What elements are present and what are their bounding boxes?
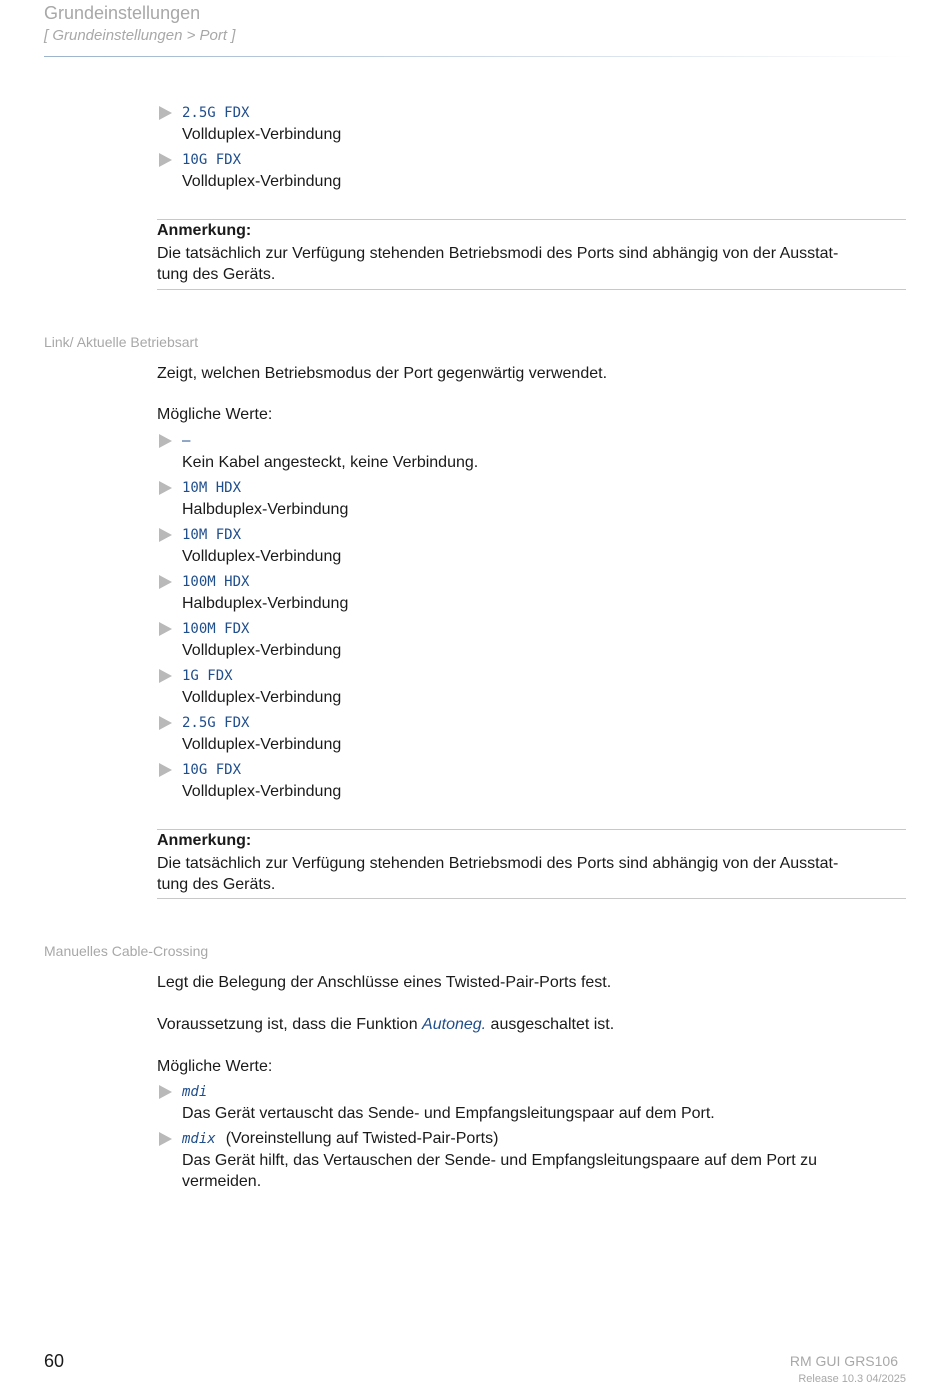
note-heading: Anmerkung: [157, 222, 252, 239]
note-line: tung des Geräts. [157, 266, 276, 283]
value-code: 10G FDX [182, 152, 242, 168]
footer-document: RM GUI GRS106 [789, 1353, 898, 1369]
header-divider [44, 56, 914, 57]
value-description: Vollduplex-Verbindung [182, 548, 342, 565]
prerequisite-text [157, 1014, 614, 1035]
bullet-triangle-icon [159, 763, 172, 777]
bullet-triangle-icon [159, 716, 172, 730]
value-code: 100M FDX [182, 621, 250, 637]
prerequisite-pre: Voraussetzung ist, dass die Funktion [157, 1016, 423, 1033]
section-intro: Zeigt, welchen Betriebsmodus der Port gegenwärtig verwendet. [157, 365, 608, 382]
value-description: Halbduplex-Verbindung [182, 595, 349, 612]
page-header-title: Grundeinstellungen [44, 3, 201, 23]
value-code: 1G FDX [182, 668, 233, 684]
note-heading: Anmerkung: [157, 832, 252, 849]
note-divider-top [157, 829, 906, 830]
default-note: (Voreinstellung auf Twisted-Pair-Ports) [225, 1130, 499, 1147]
value-code: – [182, 433, 191, 449]
note-divider-bottom [157, 898, 906, 899]
value-description: Das Gerät vertauscht das Sende- und Empfangsleitungspaar auf dem Port. [182, 1105, 715, 1122]
values-label: Mögliche Werte: [157, 406, 273, 423]
value-description: Vollduplex-Verbindung [182, 783, 342, 800]
note-line: Die tatsächlich zur Verfügung stehenden Betriebsmodi des Ports sind abhängig von der Ausstat- [157, 855, 839, 872]
value-code: 2.5G FDX [182, 105, 250, 121]
value-description: Vollduplex-Verbindung [182, 173, 342, 190]
note-line: Die tatsächlich zur Verfügung stehenden Betriebsmodi des Ports sind abhängig von der Ausstat- [157, 245, 839, 262]
value-code: 10G FDX [182, 762, 242, 778]
breadcrumb: [ Grundeinstellungen > Port ] [44, 27, 236, 44]
bullet-triangle-icon [159, 669, 172, 683]
prerequisite-post: ausgeschaltet ist. [486, 1016, 615, 1033]
value-description: Vollduplex-Verbindung [182, 126, 342, 143]
value-description: Das Gerät hilft, das Vertauschen der Sende- und Empfangsleitungspaare auf dem Port zu vermeiden. [182, 1152, 818, 1190]
value-code [182, 1129, 498, 1149]
value-code: mdi [182, 1084, 208, 1100]
bullet-triangle-icon [159, 153, 172, 167]
note-body [157, 243, 902, 285]
value-description: Vollduplex-Verbindung [182, 736, 342, 753]
value-code-text: mdix [182, 1131, 216, 1147]
note-line: tung des Geräts. [157, 876, 276, 893]
value-description: Vollduplex-Verbindung [182, 689, 342, 706]
value-description: Kein Kabel angesteckt, keine Verbindung. [182, 454, 479, 471]
value-code: 2.5G FDX [182, 715, 250, 731]
page-number: 60 [44, 1351, 65, 1371]
bullet-triangle-icon [159, 481, 172, 495]
bullet-triangle-icon [159, 434, 172, 448]
value-description: Vollduplex-Verbindung [182, 642, 342, 659]
bullet-triangle-icon [159, 1085, 172, 1099]
value-code: 100M HDX [182, 574, 250, 590]
values-label: Mögliche Werte: [157, 1058, 273, 1075]
section-label-link: Link/ Aktuelle Betriebsart [44, 334, 199, 350]
value-code: 10M FDX [182, 527, 242, 543]
bullet-triangle-icon [159, 106, 172, 120]
bullet-triangle-icon [159, 622, 172, 636]
note-divider-bottom [157, 289, 906, 290]
value-description: Halbduplex-Verbindung [182, 501, 349, 518]
footer-release: Release 10.3 04/2025 [798, 1373, 906, 1385]
value-code: 10M HDX [182, 480, 242, 496]
bullet-triangle-icon [159, 1132, 172, 1146]
note-body [157, 853, 902, 895]
autoneg-reference: Autoneg. [422, 1016, 487, 1033]
note-divider-top [157, 219, 906, 220]
section-intro: Legt die Belegung der Anschlüsse eines Twisted-Pair-Ports fest. [157, 974, 612, 991]
section-label-crossing: Manuelles Cable-Crossing [44, 943, 209, 959]
bullet-triangle-icon [159, 575, 172, 589]
bullet-triangle-icon [159, 528, 172, 542]
